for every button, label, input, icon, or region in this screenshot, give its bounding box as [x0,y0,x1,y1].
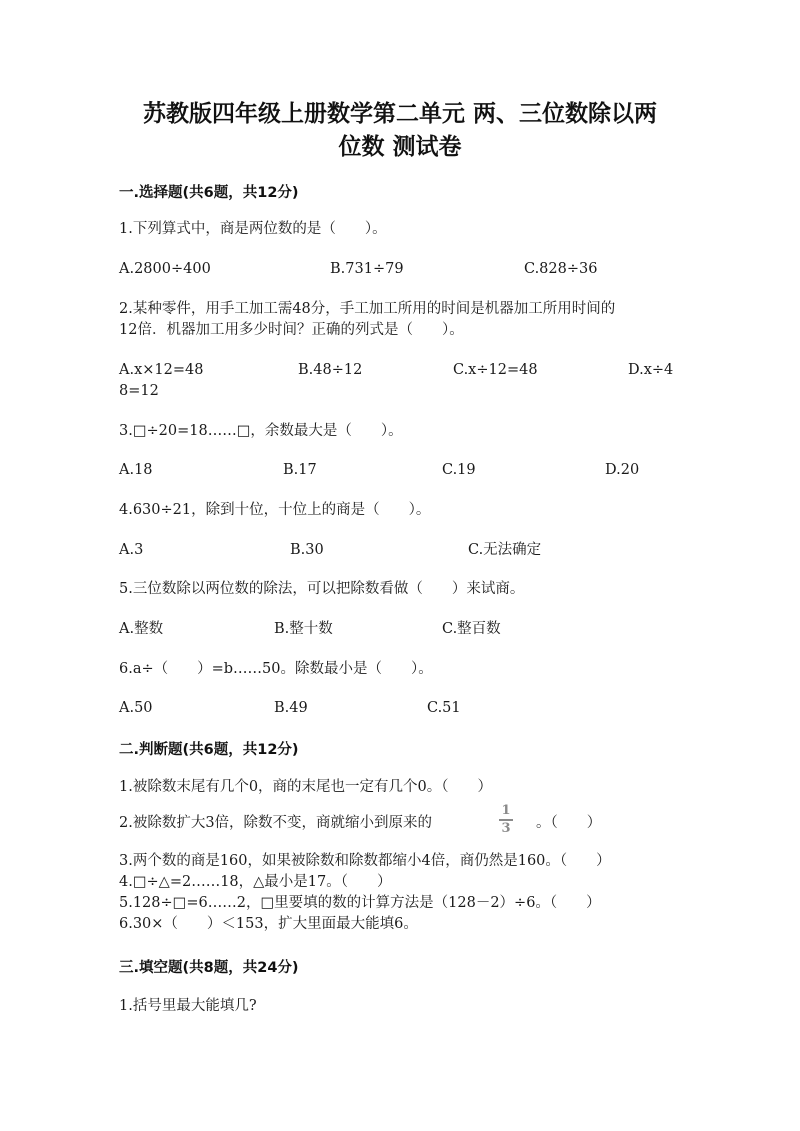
choice-q3-option-c: C.19 [442,462,476,478]
choice-q5-option-c: C.整百数 [442,621,501,637]
section-heading-judge: 二.判断题(共6题，共12分) [119,742,299,758]
choice-q3-option-b: B.17 [283,462,317,478]
choice-q5-option-b: B.整十数 [274,621,333,637]
judge-question-6: 6.30×（ ）＜153，扩大里面最大能填6。 [119,916,418,932]
fraction-one-third [498,804,514,836]
fraction-numerator: 1 [501,803,511,818]
choice-question-2-line-2: 12倍．机器加工用多少时间？正确的列式是（ ）。 [119,322,464,338]
choice-q6-option-c: C.51 [427,700,461,716]
judge-question-2-text: 2.被除数扩大3倍，除数不变，商就缩小到原来的 [119,815,433,831]
choice-q4-option-a: A.3 [119,542,144,558]
choice-question-5: 5.三位数除以两位数的除法，可以把除数看做（ ）来试商。 [119,581,525,597]
choice-q2-option-c: C.x÷12=48 [453,362,538,378]
page-title-line-1: 苏教版四年级上册数学第二单元 两、三位数除以两 [142,101,657,127]
choice-q6-option-b: B.49 [274,700,308,716]
choice-q5-option-a: A.整数 [119,621,164,637]
fraction-denominator: 3 [501,820,511,836]
choice-q1-option-b: B.731÷79 [330,261,404,277]
choice-question-2-line-1: 2.某种零件，用手工加工需48分，手工加工所用的时间是机器加工所用时间的 [119,301,616,317]
choice-q4-option-b: B.30 [290,542,324,558]
choice-q2-option-b: B.48÷12 [298,362,363,378]
choice-q3-option-a: A.18 [119,462,153,478]
choice-q4-option-c: C.无法确定 [468,542,542,558]
choice-q2-option-a: A.x×12=48 [119,362,204,378]
judge-question-1: 1.被除数末尾有几个0，商的末尾也一定有几个0。（ ） [119,779,493,795]
choice-q1-option-c: C.828÷36 [524,261,598,277]
section-heading-fill: 三.填空题(共8题，共24分) [119,960,299,976]
choice-q1-option-a: A.2800÷400 [119,261,211,277]
judge-question-3: 3.两个数的商是160，如果被除数和除数都缩小4倍，商仍然是160。（ ） [119,853,611,869]
judge-question-2-bracket: 。（ ） [536,815,602,831]
page-title-line-2: 位数 测试卷 [338,134,462,160]
choice-q2-option-d-continued: 8=12 [119,383,159,399]
judge-question-4: 4.□÷△=2……18，△最小是17。（ ） [119,874,392,890]
fill-question-1: 1.括号里最大能填几? [119,998,257,1014]
choice-question-6: 6.a÷（ ）=b……50。除数最小是（ ）。 [119,661,433,677]
judge-question-5: 5.128÷□=6……2，□里要填的数的计算方法是（128－2）÷6。（ ） [119,895,601,911]
choice-q6-option-a: A.50 [119,700,153,716]
choice-question-4: 4.630÷21，除到十位，十位上的商是（ ）。 [119,502,431,518]
choice-q2-option-d: D.x÷4 [628,362,674,378]
choice-question-3: 3.□÷20=18……□，余数最大是（ ）。 [119,423,403,439]
section-heading-choice: 一.选择题(共6题，共12分) [119,185,299,201]
choice-q3-option-d: D.20 [605,462,640,478]
choice-question-1: 1.下列算式中，商是两位数的是（ ）。 [119,221,387,237]
